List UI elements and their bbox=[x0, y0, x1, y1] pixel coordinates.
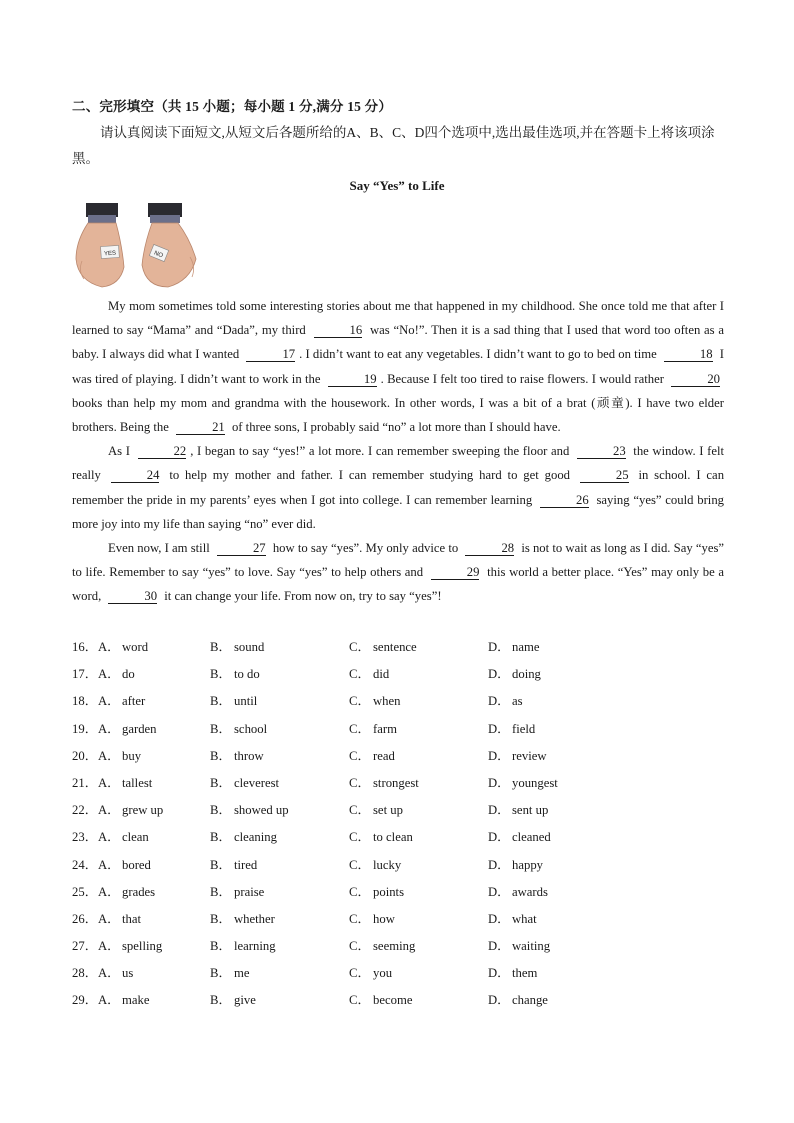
passage-text: . Because I felt too tired to raise flowers. I would rather bbox=[380, 371, 664, 386]
option-b bbox=[210, 909, 275, 929]
option-c bbox=[349, 719, 397, 739]
blank-22: 22 bbox=[138, 444, 187, 459]
question-row bbox=[72, 827, 732, 854]
option-letter: A． bbox=[98, 803, 120, 818]
option-c bbox=[349, 882, 404, 902]
option-text: awards bbox=[512, 884, 548, 899]
option-b bbox=[210, 637, 264, 657]
passage bbox=[72, 294, 724, 609]
option-letter: A． bbox=[98, 721, 120, 736]
option-text: grew up bbox=[122, 803, 164, 818]
option-text: cleaning bbox=[234, 830, 277, 845]
option-text: tallest bbox=[122, 775, 153, 790]
right-cuff bbox=[150, 215, 180, 223]
option-b bbox=[210, 855, 257, 875]
yes-card-label: YES bbox=[103, 250, 117, 258]
option-text: farm bbox=[373, 721, 397, 736]
paragraph-3 bbox=[72, 536, 724, 609]
option-text: learning bbox=[234, 939, 276, 954]
option-a bbox=[98, 691, 145, 711]
option-letter: C． bbox=[349, 803, 371, 818]
option-text: lucky bbox=[373, 857, 402, 872]
blank-19: 19 bbox=[328, 372, 377, 387]
option-b bbox=[210, 827, 277, 847]
option-b bbox=[210, 800, 289, 820]
option-letter: B． bbox=[210, 640, 232, 654]
question-number: 24． bbox=[72, 857, 98, 872]
passage-text: it can change your life. From now on, try to say “yes”! bbox=[164, 589, 442, 604]
passage-text: in school. I can remember the pride in my parents’ eyes when I got into college. I can remember learning bbox=[72, 468, 725, 507]
option-b bbox=[210, 664, 260, 684]
option-letter: B． bbox=[210, 803, 232, 818]
option-d bbox=[488, 664, 541, 684]
option-d bbox=[488, 691, 523, 711]
question-row bbox=[72, 719, 732, 746]
option-b bbox=[210, 719, 267, 739]
option-a bbox=[98, 963, 133, 983]
option-text: make bbox=[122, 993, 150, 1008]
question-number: 18． bbox=[72, 694, 98, 709]
option-letter: B． bbox=[210, 857, 232, 872]
option-text: praise bbox=[234, 884, 265, 899]
question-number: 28． bbox=[72, 966, 98, 981]
option-text: cleverest bbox=[234, 775, 280, 790]
option-letter: B． bbox=[210, 884, 232, 899]
option-letter: B． bbox=[210, 911, 232, 926]
blank-28: 28 bbox=[465, 541, 514, 556]
option-text: sentence bbox=[373, 640, 417, 654]
option-b bbox=[210, 936, 276, 956]
option-text: to clean bbox=[373, 830, 413, 845]
option-text: doing bbox=[512, 667, 541, 682]
option-d bbox=[488, 882, 548, 902]
option-letter: D． bbox=[488, 694, 510, 709]
option-letter: A． bbox=[98, 830, 120, 845]
passage-text: how to say “yes”. My only advice to bbox=[272, 541, 459, 556]
passage-text: this world a better place. “Yes” may only be a word, bbox=[72, 565, 725, 604]
question-number: 17． bbox=[72, 667, 98, 682]
option-d bbox=[488, 800, 548, 820]
passage-text: . I didn’t want to eat any vegetables. I didn’t want to go to bed on time bbox=[299, 347, 657, 362]
option-a bbox=[98, 746, 141, 766]
blank-25: 25 bbox=[580, 468, 629, 483]
left-sleeve bbox=[86, 203, 118, 217]
option-letter: D． bbox=[488, 803, 510, 818]
option-b bbox=[210, 691, 257, 711]
option-letter: D． bbox=[488, 993, 510, 1008]
passage-text: saying “yes” could bring more joy into my life than saying “no” ever did. bbox=[72, 492, 725, 531]
option-text: as bbox=[512, 694, 523, 709]
option-text: did bbox=[373, 667, 390, 682]
option-text: them bbox=[512, 966, 538, 981]
option-letter: C． bbox=[349, 694, 371, 709]
passage-text: the window. I felt really bbox=[72, 444, 725, 483]
option-c bbox=[349, 855, 401, 875]
option-d bbox=[488, 855, 543, 875]
question-row bbox=[72, 664, 732, 691]
question-number: 23． bbox=[72, 830, 98, 845]
option-text: word bbox=[122, 640, 149, 654]
option-text: how bbox=[373, 911, 395, 926]
section-instruction: 请认真阅读下面短文,从短文后各题所给的A、B、C、D四个选项中,选出最佳选项,并在答题卡上将该项涂黑。 bbox=[72, 125, 715, 166]
hands-yes-no-illustration bbox=[72, 201, 200, 291]
option-letter: A． bbox=[98, 694, 120, 709]
option-letter: D． bbox=[488, 721, 510, 736]
option-a bbox=[98, 909, 141, 929]
option-b bbox=[210, 990, 256, 1010]
option-d bbox=[488, 773, 558, 793]
option-d bbox=[488, 909, 537, 929]
option-d bbox=[488, 827, 551, 847]
option-letter: D． bbox=[488, 857, 510, 872]
option-text: field bbox=[512, 721, 536, 736]
option-letter: D． bbox=[488, 748, 510, 763]
option-c bbox=[349, 800, 403, 820]
question-row bbox=[72, 746, 732, 773]
option-d bbox=[488, 719, 535, 739]
option-letter: A． bbox=[98, 857, 120, 872]
paragraph-2 bbox=[72, 439, 724, 536]
option-letter: C． bbox=[349, 721, 371, 736]
option-text: showed up bbox=[234, 803, 289, 818]
blank-29: 29 bbox=[431, 565, 480, 580]
option-letter: C． bbox=[349, 748, 371, 763]
blank-20: 20 bbox=[671, 372, 720, 387]
option-c bbox=[349, 963, 392, 983]
option-letter: A． bbox=[98, 775, 120, 790]
option-letter: C． bbox=[349, 911, 371, 926]
option-letter: B． bbox=[210, 830, 232, 845]
blank-16: 16 bbox=[314, 323, 363, 338]
option-text: throw bbox=[234, 748, 264, 763]
blank-24: 24 bbox=[111, 468, 160, 483]
question-row bbox=[72, 882, 732, 909]
option-letter: C． bbox=[349, 640, 371, 654]
option-letter: A． bbox=[98, 884, 120, 899]
question-number: 19． bbox=[72, 721, 98, 736]
option-b bbox=[210, 882, 264, 902]
option-text: bored bbox=[122, 857, 151, 872]
option-text: youngest bbox=[512, 775, 558, 790]
option-c bbox=[349, 637, 417, 657]
question-row bbox=[72, 909, 732, 936]
blank-30: 30 bbox=[108, 589, 157, 604]
option-text: grades bbox=[122, 884, 156, 899]
option-c bbox=[349, 909, 395, 929]
option-text: cleaned bbox=[512, 830, 551, 845]
option-letter: A． bbox=[98, 911, 120, 926]
option-letter: B． bbox=[210, 993, 232, 1008]
option-text: after bbox=[122, 694, 146, 709]
question-row bbox=[72, 773, 732, 800]
option-text: become bbox=[373, 993, 413, 1008]
passage-text: As I bbox=[108, 444, 130, 459]
option-letter: C． bbox=[349, 993, 371, 1008]
article-title: Say “Yes” to Life bbox=[349, 178, 445, 193]
option-letter: C． bbox=[349, 939, 371, 954]
passage-text: My mom sometimes told some interesting stories about me that happened in my childhood. She once told me that after I learned to say “Mama” and “Dada”, my third bbox=[72, 299, 724, 338]
option-d bbox=[488, 746, 547, 766]
blank-23: 23 bbox=[577, 444, 626, 459]
option-text: review bbox=[512, 748, 547, 763]
option-d bbox=[488, 963, 537, 983]
option-a bbox=[98, 773, 152, 793]
option-letter: D． bbox=[488, 911, 510, 926]
option-letter: B． bbox=[210, 748, 232, 763]
option-text: to do bbox=[234, 667, 260, 682]
paragraph-1 bbox=[72, 294, 724, 439]
option-d bbox=[488, 990, 548, 1010]
question-row bbox=[72, 637, 732, 664]
option-a bbox=[98, 827, 149, 847]
question-row bbox=[72, 963, 732, 990]
option-c bbox=[349, 827, 413, 847]
question-number: 20． bbox=[72, 748, 98, 763]
option-text: strongest bbox=[373, 775, 419, 790]
question-row bbox=[72, 990, 732, 1017]
blank-17: 17 bbox=[246, 347, 295, 362]
option-letter: A． bbox=[98, 966, 120, 981]
question-row bbox=[72, 800, 732, 827]
option-c bbox=[349, 691, 400, 711]
option-text: buy bbox=[122, 748, 142, 763]
option-text: clean bbox=[122, 830, 149, 845]
question-number: 27． bbox=[72, 939, 98, 954]
left-cuff bbox=[88, 215, 116, 223]
blank-26: 26 bbox=[540, 493, 589, 508]
option-text: tired bbox=[234, 857, 258, 872]
option-text: you bbox=[373, 966, 393, 981]
blank-21: 21 bbox=[176, 420, 225, 435]
option-letter: D． bbox=[488, 939, 510, 954]
option-c bbox=[349, 664, 389, 684]
option-letter: D． bbox=[488, 667, 510, 682]
option-a bbox=[98, 936, 162, 956]
option-letter: B． bbox=[210, 966, 232, 981]
blank-27: 27 bbox=[217, 541, 266, 556]
option-letter: D． bbox=[488, 640, 510, 654]
option-text: sound bbox=[234, 640, 265, 654]
option-c bbox=[349, 746, 395, 766]
option-text: happy bbox=[512, 857, 544, 872]
blank-18: 18 bbox=[664, 347, 713, 362]
option-text: read bbox=[373, 748, 395, 763]
option-text: set up bbox=[373, 803, 403, 818]
passage-text: , I began to say “yes!” a lot more. I can remember sweeping the floor and bbox=[190, 444, 570, 459]
option-letter: C． bbox=[349, 775, 371, 790]
question-row bbox=[72, 691, 732, 718]
question-row bbox=[72, 855, 732, 882]
option-c bbox=[349, 936, 415, 956]
option-letter: D． bbox=[488, 884, 510, 899]
passage-text: books than help my mom and grandma with the housework. In other words, I was a bit of a brat (顽童). I have two elder brothers. Being the bbox=[72, 395, 724, 435]
option-letter: B． bbox=[210, 775, 232, 790]
option-letter: D． bbox=[488, 830, 510, 845]
option-text: give bbox=[234, 993, 256, 1008]
option-letter: C． bbox=[349, 830, 371, 845]
question-number: 16． bbox=[72, 640, 98, 654]
option-text: spelling bbox=[122, 939, 163, 954]
passage-text: was “No!”. Then it is a sad thing that I used that word too often as a baby. I always did what I wanted bbox=[72, 323, 725, 362]
option-d bbox=[488, 637, 539, 657]
passage-text: I was tired of playing. I didn’t want to work in the bbox=[72, 347, 725, 386]
option-text: seeming bbox=[373, 939, 416, 954]
option-text: garden bbox=[122, 721, 157, 736]
option-text: do bbox=[122, 667, 135, 682]
option-text: whether bbox=[234, 911, 275, 926]
option-letter: A． bbox=[98, 939, 120, 954]
option-b bbox=[210, 773, 279, 793]
option-text: points bbox=[373, 884, 405, 899]
option-text: school bbox=[234, 721, 268, 736]
option-letter: A． bbox=[98, 993, 120, 1008]
question-row bbox=[72, 936, 732, 963]
no-card-label: NO bbox=[152, 250, 164, 260]
question-number: 21． bbox=[72, 775, 98, 790]
option-text: change bbox=[512, 993, 548, 1008]
option-letter: C． bbox=[349, 884, 371, 899]
option-d bbox=[488, 936, 550, 956]
option-letter: A． bbox=[98, 640, 120, 654]
passage-text: is not to wait as long as I did. Say “yes” to life. Remember to say “yes” to love. Say “yes” to help others and bbox=[72, 541, 725, 580]
option-text: until bbox=[234, 694, 258, 709]
option-text: what bbox=[512, 911, 537, 926]
option-letter: B． bbox=[210, 694, 232, 709]
option-letter: A． bbox=[98, 667, 120, 682]
answer-options bbox=[72, 637, 732, 1018]
option-letter: C． bbox=[349, 966, 371, 981]
passage-text: Even now, I am still bbox=[108, 541, 210, 556]
option-c bbox=[349, 990, 412, 1010]
passage-text: to help my mother and father. I can remember studying hard to get good bbox=[169, 468, 571, 483]
option-a bbox=[98, 990, 149, 1010]
option-letter: A． bbox=[98, 748, 120, 763]
option-text: us bbox=[122, 966, 134, 981]
option-a bbox=[98, 664, 135, 684]
section-heading: 二、完形填空（共 15 小题；每小题 1 分,满分 15 分） bbox=[72, 99, 393, 114]
option-text: when bbox=[373, 694, 401, 709]
option-a bbox=[98, 882, 155, 902]
option-text: that bbox=[122, 911, 142, 926]
option-letter: C． bbox=[349, 857, 371, 872]
question-number: 22． bbox=[72, 803, 98, 818]
option-letter: B． bbox=[210, 721, 232, 736]
option-a bbox=[98, 800, 163, 820]
question-number: 29． bbox=[72, 993, 98, 1008]
passage-text: of three sons, I probably said “no” a lot more than I should have. bbox=[231, 420, 561, 435]
option-a bbox=[98, 855, 151, 875]
question-number: 26． bbox=[72, 911, 98, 926]
right-sleeve bbox=[148, 203, 182, 217]
option-letter: B． bbox=[210, 667, 232, 682]
option-a bbox=[98, 719, 157, 739]
option-text: sent up bbox=[512, 803, 549, 818]
question-number: 25． bbox=[72, 884, 98, 899]
option-a bbox=[98, 637, 148, 657]
option-letter: C． bbox=[349, 667, 371, 682]
option-b bbox=[210, 746, 264, 766]
option-text: waiting bbox=[512, 939, 551, 954]
option-c bbox=[349, 773, 419, 793]
option-text: name bbox=[512, 640, 540, 654]
option-b bbox=[210, 963, 250, 983]
option-text: me bbox=[234, 966, 250, 981]
option-letter: B． bbox=[210, 939, 232, 954]
option-letter: D． bbox=[488, 775, 510, 790]
option-letter: D． bbox=[488, 966, 510, 981]
